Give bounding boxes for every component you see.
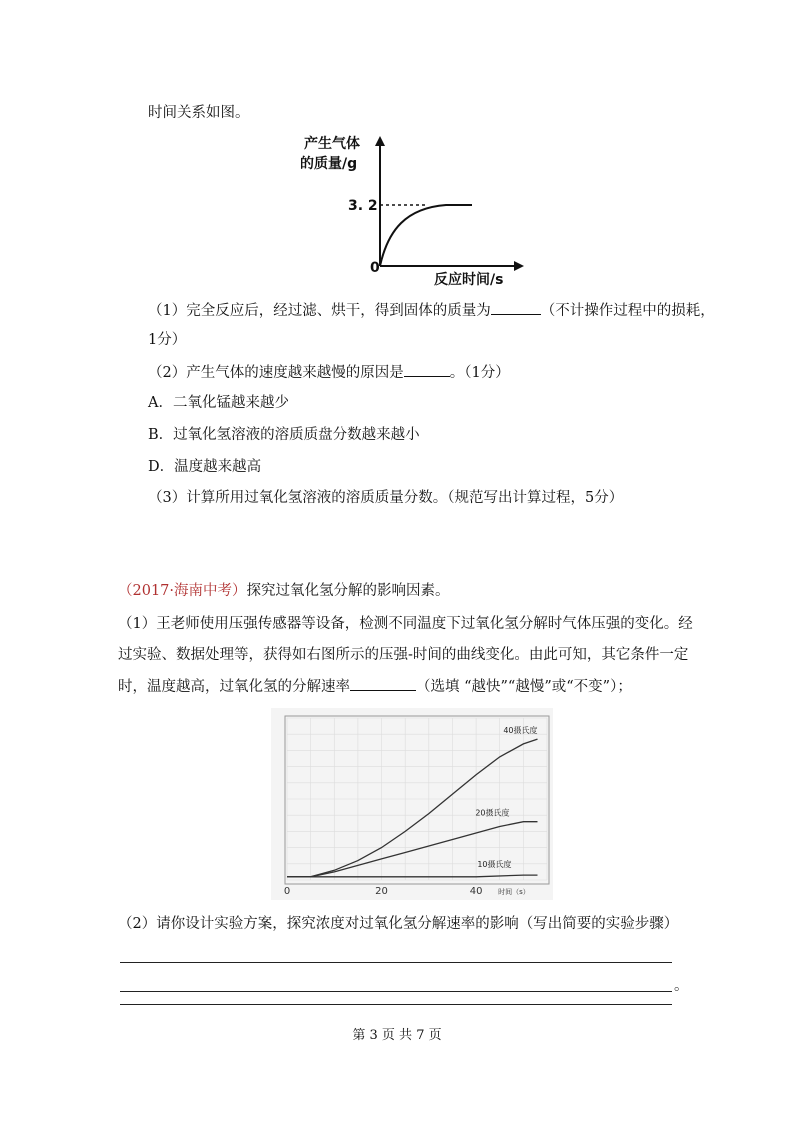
section2-p1-text-a: 时，温度越高，过氧化氢的分解速率 <box>118 679 350 695</box>
section2-answer-blank[interactable] <box>350 676 416 691</box>
q2-option-d: D．温度越来越高 <box>148 459 262 475</box>
q2-answer-blank[interactable] <box>404 362 450 377</box>
q2-text-a: （2）产生气体的速度越来越慢的原因是 <box>148 365 404 381</box>
q1-text-b: （不计操作过程中的损耗， <box>540 303 715 319</box>
section2-p1-line3 <box>118 676 632 697</box>
intro-tail: 时间关系如图。 <box>148 105 250 121</box>
chart2-x-tick-label: 40 <box>469 886 483 897</box>
q1-text-a: （1）完全反应后，经过滤、烘干，得到固体的质量为 <box>148 303 491 319</box>
section2-p1-line2: 过实验、数据处理等，获得如右图所示的压强-时间的曲线变化。由此可知，其它条件一定 <box>118 647 689 663</box>
section2-p1-line1: （1）王老师使用压强传感器等设备，检测不同温度下过氧化氢分解时气体压强的变化。经 <box>118 616 693 632</box>
chart2-background <box>271 708 553 900</box>
section2-title: 探究过氧化氢分解的影响因素。 <box>246 583 450 599</box>
section2-p2: （2）请你设计实验方案，探究浓度对过氧化氢分解速率的影响（写出简要的实验步骤） <box>118 916 679 932</box>
section2-source: （2017·海南中考） <box>118 583 247 599</box>
answer-line-1[interactable] <box>120 962 672 963</box>
chart2-series-label: 20摄氏度 <box>475 808 510 818</box>
chart2-series-label: 40摄氏度 <box>503 726 538 736</box>
section2-heading <box>118 581 450 601</box>
pressure-time-chart <box>271 708 553 900</box>
q1-line1 <box>148 300 715 321</box>
chart1-y-mark: 3. 2 <box>348 198 378 214</box>
chart1-y-arrow <box>375 136 385 146</box>
answer-line-2[interactable] <box>120 991 672 992</box>
q2-text-b: 。（1分） <box>449 365 510 381</box>
page-footer: 第 3 页 共 7 页 <box>352 1028 442 1043</box>
chart1-ylabel-line2: 的质量/g <box>300 156 358 172</box>
q2-option-a: A．二氧化锰越来越少 <box>148 395 289 411</box>
chart2-x-tick-label: 0 <box>283 886 291 897</box>
q2-option-b: B．过氧化氢溶液的溶质质盘分数越来越小 <box>148 427 420 443</box>
chart1-curve <box>380 205 472 266</box>
chart2-series-label: 10摄氏度 <box>477 860 512 870</box>
chart2-x-tick-label: 20 <box>375 886 388 897</box>
section2-p1-text-b: （选填 “越快”“越慢”或“不变”）； <box>416 679 632 695</box>
answer-end-mark: 。 <box>674 978 689 994</box>
chart2-x-axis-label: 时间（s） <box>498 888 530 896</box>
q1-answer-blank[interactable] <box>491 300 541 315</box>
gas-mass-chart <box>296 130 536 290</box>
chart1-xlabel: 反应时间/s <box>434 272 504 288</box>
q3-line: （3）计算所用过氧化氢溶液的溶质质量分数。（规范写出计算过程，5分） <box>148 490 624 506</box>
q2-line <box>148 362 510 383</box>
chart1-ylabel-line1: 产生气体 <box>304 136 360 152</box>
chart1-origin: 0 <box>370 260 380 276</box>
q1-line2: 1分） <box>148 332 187 348</box>
answer-line-3[interactable] <box>120 1004 672 1005</box>
chart1-x-arrow <box>514 261 524 271</box>
